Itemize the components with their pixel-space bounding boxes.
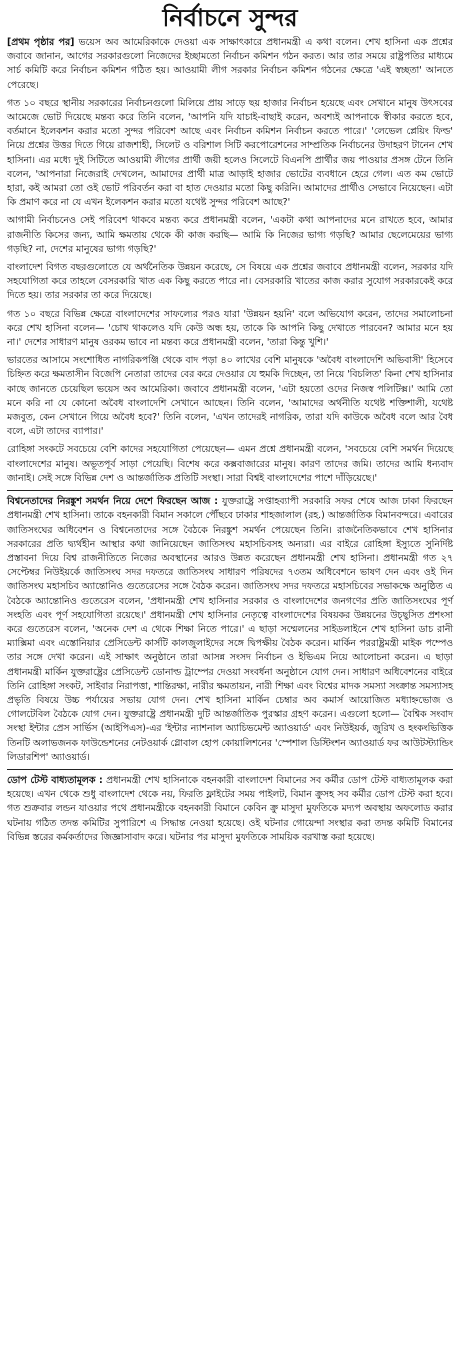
headline: নির্বাচনে সুন্দর: [162, 3, 298, 32]
paragraph-kicker: বিশ্বনেতাদের নিরঙ্কুশ সমর্থন নিয়ে দেশে ফিরছেন আজ :: [7, 496, 218, 508]
paragraph-text: যুক্তরাষ্ট্রে সপ্তাহব্যাপী সরকারি সফর শেষে আজ ঢাকা ফিরছেন প্রধানমন্ত্রী শেখ হাসিনা। তাকে বহনকারী বিমান সকালে পৌঁছবে ঢাকার শাহজালাল (রহ.) আন্তর্জাতিক বিমানবন্দরে। এবারের জাতিসংঘের অধিবেশন ও বিশ্বনেতাদের সঙ্গে বৈঠকে নিরঙ্কুশ সমর্থন পেয়েছেন তিনি। রাজনৈতিকভাবে শেখ হাসিনার সরকারের প্রতি দ্ব্যর্থহীন আস্থার কথা জানিয়েছেন জাতিসংঘ মহাসচিবসহ অন্যরা। এর বাইরে রোহিঙ্গা ইস্যুতে সুনির্দিষ্ট প্রস্তাবনা দিয়ে বিশ্ব রাজনীতিতে নিজের অবস্থানের আরও উন্নত করেছেন প্রধানমন্ত্রী শেখ হাসিনা। প্রধানমন্ত্রী গত ২৭ সেপ্টেম্বর নিউইয়র্কে জাতিসংঘ সদর দফতরে জাতিসংঘ সাধারণ পরিষদের ৭৩তম অধিবেশনে ভাষণ দেন এবং ওই দিন জাতিসংঘ মহাসচিব অ্যান্তোনিও গুতেরেসের সঙ্গে বৈঠক করেন। জাতিসংঘ সদর দফতরে মহাসচিবের সভাকক্ষে অনুষ্ঠিত এ বৈঠকে অ্যান্তোনিও গুতেরেস বলেন, 'প্রধানমন্ত্রী শেখ হাসিনার সরকার ও বাংলাদেশের জনগণের প্রতি জাতিসংঘের পূর্ণ সংহতি এবং পূর্ণ সহযোগিতা রয়েছে।' প্রধানমন্ত্রী শেখ হাসিনার নেতৃত্বে বাংলাদেশের বিষয়কর উন্নয়নের উচ্ছ্বসিত প্রশংসা করে গুতেরেস বলেন, 'অনেক দেশ এ থেকে শিক্ষা নিতে পারে।' এ ছাড়া সম্মেলনের সাইডলাইনে শেখ হাসিনা ডাচ রানী ম্যাক্সিমা এবং এস্তোনিয়ার প্রেসিডেন্ট কার্সটি কালজুলাইদের সঙ্গে দ্বিপক্ষীয় বৈঠক করেন। মার্কিন পররাষ্ট্রমন্ত্রী মাইক পম্পেও তার সঙ্গে দেখা করেন। এই সাক্ষাৎ অনুষ্ঠানে তারা আসন্ন সংসদ নির্বাচন ও ইভিএম নিয়ে আলোচনা করেন। এ ছাড়া প্রধানমন্ত্রী মার্কিন যুক্তরাষ্ট্রের প্রেসিডেন্ট ডোনাল্ড ট্রাম্পের দেওয়া সংবর্ধনা অনুষ্ঠানে যোগ দেন। সাধারণ অধিবেশনের বাইরে তিনি রোহিঙ্গা সংকট, সাইবার নিরাপত্তা, শান্তিরক্ষা, নারীর ক্ষমতায়ন, নারী শিক্ষা এবং বিশ্বের মাদক সমস্যা সংক্রান্ত সমস্যাসহ প্রভৃতি বিষয়ে উচ্চ পর্যায়ের সভায় যোগ দেন। শেখ হাসিনা মার্কিন চেম্বার অব কমার্স আয়োজিত মধ্যাহ্নভোজ ও গোলটেবিল বৈঠকে যোগ দেন। যুক্তরাষ্ট্রে প্রধানমন্ত্রী দুটি আন্তর্জাতিক পুরস্কার গ্রহণ করেন। এগুলো হলো— বৈশ্বিক সংবাদ সংস্থা ইন্টার প্রেস সার্ভিস (আইপিএস)-এর 'ইন্টার ন্যাশনাল অ্যাচিভমেন্ট অ্যাওয়ার্ড' এবং নিউইয়র্ক, জুরিখ ও হংকংভিত্তিক তিনটি অলাভজনক ফাউন্ডেশনের নেটওয়ার্ক গ্লোবাল হোপ কোয়ালিশনের 'স্পেশাল ডিস্টিংশন অ্যাওয়ার্ড ফর আউটস্ট্যান্ডিং লিডারশিপ' অ্যাওয়ার্ড।: [7, 496, 454, 763]
paragraph-text: গত ১০ বছরে বিভিন্ন ক্ষেত্রে বাংলাদেশের সাফল্যের পরও যারা 'উন্নয়ন হয়নি' বলে অভিযোগ করেন, তাদের সমালোচনা করে শেখ হাসিনা বলেন— 'চোখ থাকলেও যদি কেউ অন্ধ হয়, তাকে কি আপনি কিছু দেখাতে পারবেন? আমার মনে হয় না।' দেশের সাধারণ মানুষ ওরকম ভাবে না মন্তব্য করে প্রধানমন্ত্রী বলেন, 'তারা কিন্তু খুশি।': [7, 308, 453, 349]
paragraph-kicker: ডোপ টেস্ট বাধ্যতামূলক :: [7, 774, 103, 786]
article-paragraph: [7, 36, 453, 93]
paragraph-kicker: [প্রথম পৃষ্ঠার পর]: [7, 37, 75, 48]
article-paragraph: [7, 97, 453, 211]
paragraph-text: আগামী নির্বাচনেও সেই পরিবেশ থাকবে মন্তব্য করে প্রধানমন্ত্রী বলেন, 'একটা কথা আপনাদের মনে রাখতে হবে, আমার রাজনীতি কিসের জন্য, আমি ক্ষমতায় থেকে কী কাজ করছি— আমি কি নিজের ভাগ্য গড়ছি? আমার ছেলেমেয়ের ভাগ্য গড়ছি? না, দেশের মানুষের ভাগ্য গড়ছি?': [7, 215, 453, 255]
paragraph-text: ভয়েস অব আমেরিকাকে দেওয়া এক সাক্ষাৎকারে প্রধানমন্ত্রী এ কথা বলেন। শেখ হাসিনা এক প্রশ্নের জবাবে জানান, আগের সরকারগুলো নিজেদের ইচ্ছামতো নির্বাচন কমিশন গঠন করত। আর তার সময়ে রাষ্ট্রপতির মাধ্যমে সার্চ কমিটি করে নির্বাচন কমিশন গঠিত হয়। আওয়ামী লীগ সরকার নির্বাচন কমিশন গঠনের ক্ষেত্রে 'এই স্বচ্ছতা' আনতে পেরেছে।: [7, 37, 453, 91]
paragraph-text: রোহিঙ্গা সংকটে সবচেয়ে বেশি কাদের সহযোগিতা পেয়েছেন— এমন প্রশ্নে প্রধানমন্ত্রী বলেন, 'সবচেয়ে বেশি সমর্থন দিয়েছে বাংলাদেশের মানুষ। অভূতপূর্ব সাড়া পেয়েছি। বিশেষ করে কক্সবাজারের মানুষ। কারণ তাদের জমি। তাদের আমি ধন্যবাদ জানাই। সেই সঙ্গে বিভিন্ন দেশ ও আন্তর্জাতিক প্রতিটি সংস্থা। সারা বিশ্বই বাংলাদেশের পাশে দাঁড়িয়েছে।': [7, 444, 453, 484]
article-paragraph: [7, 774, 453, 845]
paragraph-text: ভারতের আসামে সংশোধিত নাগরিকপঞ্জি থেকে বাদ পড়া ৪০ লাখের বেশি মানুষকে 'অবৈধ বাংলাদেশি অভিবাসী' হিসেবে চিহ্নিত করে ক্ষমতাসীন বিজেপি নেতারা তাদের বের করে দেওয়ার যে হুমকি দিচ্ছেন, তা নিয়ে 'বিচলিত' কিনা শেখ হাসিনার কাছে জানতে চেয়েছিল ভয়েস অব আমেরিকা। জবাবে প্রধানমন্ত্রী বলেন, 'এটা হয়তো ওদের নিজস্ব পলিটিক্স।' আমি তো মনে করি না যে কোনো অবৈধ বাংলাদেশি সেখানে আছেন। তিনি বলেন, 'আমাদের অর্থনীতি যথেষ্ট শক্তিশালী, যথেষ্ট মজবুত, কেন সেখানে গিয়ে অবৈধ হবে?' তিনি বলেন, 'এখন তাদেরই নাগরিক, তারা যদি কাউকে অবৈধ বলে আর বৈধ বলে, এটা তাদের ব্যাপার।': [7, 355, 453, 438]
section-divider: [7, 490, 453, 491]
paragraph-text: প্রধানমন্ত্রী শেখ হাসিনাকে বহনকারী বাংলাদেশ বিমানের সব কর্মীর ডোপ টেস্ট বাধ্যতামূলক করা হয়েছে। এখন থেকে শুধু বাংলাদেশ থেকে নয়, ফিরতি ফ্লাইটের সময় পাইলট, বিমান ক্রুসহ সব কর্মীর ডোপ টেস্ট করা হবে। গত শুক্রবার লন্ডন যাওয়ার পথে প্রধানমন্ত্রীকে বহনকারী বিমানে কেবিন ক্রু মাসুদা মুফতিকে মদ্যপ অবস্থায় অফলোড করার ঘটনায় গঠিত তদন্ত কমিটির সুপারিশে এ সিদ্ধান্ত নেওয়া হয়েছে। ওই ঘটনার গোয়েন্দা সংস্থার করা তদন্ত কমিটি বিমানের বিভিন্ন স্তরের কর্মকর্তাদের জিজ্ঞাসাবাদ করে। ঘটনার পর মাসুদা মুফতিকে সাময়িক বরখাস্ত করা হয়েছে।: [7, 774, 453, 843]
article-body: [7, 36, 453, 845]
article-paragraph: [7, 495, 453, 765]
article-paragraph: [7, 308, 453, 351]
article-paragraph: [7, 354, 453, 439]
article-paragraph: [7, 443, 453, 486]
article-paragraph: [7, 214, 453, 257]
paragraph-text: বাংলাদেশ বিগত বছরগুলোতে যে অর্থনৈতিক উন্নয়ন করেছে, সে বিষয়ে এক প্রশ্নের জবাবে প্রধানমন্ত্রী বলেন, সরকার যদি সহযোগিতা করে তাহলে বেসরকারি খাত এক কিছু করতে পারে না। বেসরকারি খাতের কাজ করার সুযোগ সরকারকেই করে দিতে হয়। তার সরকার তা করে দিয়েছে।: [7, 262, 453, 302]
section-divider: [7, 769, 453, 770]
paragraph-text: গত ১০ বছরে স্থানীয় সরকারের নির্বাচনগুলো মিলিয়ে প্রায় সাড়ে ছয় হাজার নির্বাচন হয়েছে এবং সেখানে মানুষ উৎসবের আমেজে ভোট দিয়েছে মন্তব্য করে তিনি বলেন, 'আপনি যদি যাচাই-বাছাই করেন, অবশ্যই আপনাকে স্বীকার করতে হবে, বর্তমানে ইলেকশন করার মতো সুন্দর পরিবেশ আছে এবং নির্বাচন কমিশন নির্বাচন করতে পারে।' 'লেভেল প্লেয়িং ফিল্ড' নিয়ে প্রশ্নের উত্তর দিতে গিয়ে রাজশাহী, সিলেট ও বরিশাল সিটি করপোরেশনের সাম্প্রতিক নির্বাচনের উদাহরণ টানেন শেখ হাসিনা। এর মধ্যে দুই সিটিতে আওয়ামী লীগের প্রার্থী জয়ী হলেও সিলেটে বিএনপি প্রার্থীর জয় পাওয়ার প্রসঙ্গ টেনে তিনি বলেন, 'আপনারা নিজেরাই দেখলেন, আমাদের প্রার্থী মাত্র আড়াই হাজার ভোটের ব্যবধানে হেরে গেল। এত কম ভোটে হারা, কই আমরা তো ওই ভোট পরিবর্তন করা বা হাত দেওয়ার মতো কিছু করিনি। আমাদের প্রার্থীও সেভাবে নিয়েছেন। এটা কি প্রমাণ করে না যে এখন ইলেকশন করার মতো যথেষ্ট সুন্দর পরিবেশ আছে?': [7, 97, 453, 209]
article-paragraph: [7, 261, 453, 304]
